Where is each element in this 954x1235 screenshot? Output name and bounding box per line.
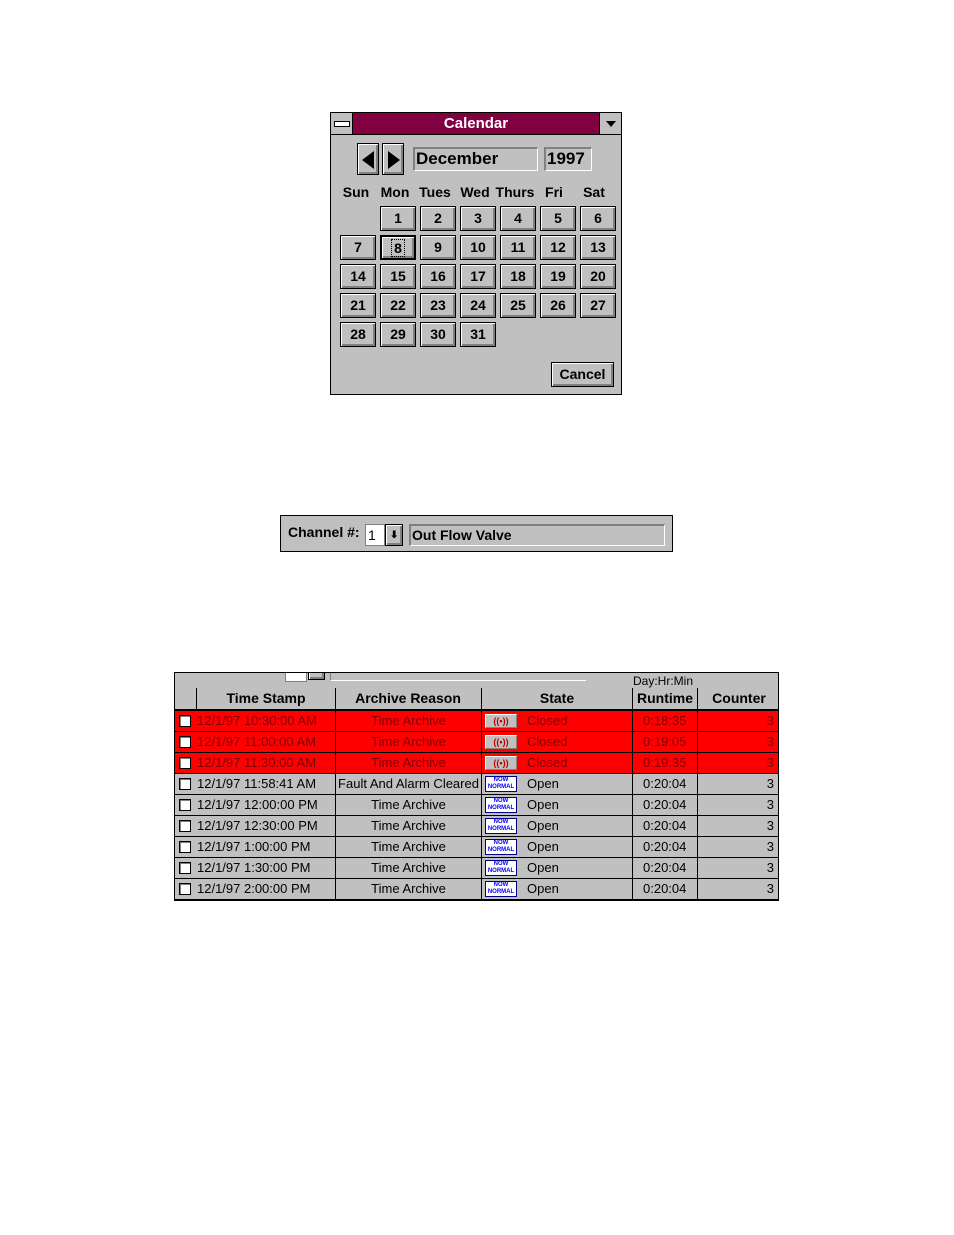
day-label: 11 [510,239,526,255]
table-row[interactable] [175,879,778,900]
row-checkbox[interactable] [179,799,191,811]
day-button-17[interactable] [460,264,496,289]
day-button-28[interactable] [340,322,376,347]
day-button-21[interactable] [340,293,376,318]
state-cell: Open [527,797,559,812]
day-label: 1 [394,210,402,226]
day-button-29[interactable] [380,322,416,347]
archive-reason-cell: Time Archive [371,713,446,728]
table-row[interactable] [175,816,778,837]
row-checkbox[interactable] [179,841,191,853]
time-stamp-cell: 12/1/97 12:30:00 PM [197,818,318,833]
cancel-button[interactable]: Cancel [551,362,614,387]
year-field[interactable]: 1997 [544,147,592,171]
day-label: 29 [390,326,406,342]
day-label: 16 [430,268,446,284]
table-row[interactable] [175,753,778,774]
next-month-button[interactable] [382,143,404,175]
day-button-30[interactable] [420,322,456,347]
day-label: 9 [434,239,442,255]
time-stamp-cell: 12/1/97 11:30:00 AM [197,755,317,770]
day-label: 8 [394,240,402,256]
day-label: 7 [354,239,362,255]
runtime-cell: 0:20:04 [643,776,687,791]
archive-reason-cell: Time Archive [371,755,446,770]
now-normal-icon: NOW NORMAL [485,776,517,792]
row-checkbox[interactable] [179,736,191,748]
runtime-cell: 0:19:05 [643,734,687,749]
day-button-4[interactable] [500,206,536,231]
counter-cell: 3 [766,755,774,770]
right-arrow-icon [388,151,400,169]
counter-cell: 3 [766,713,774,728]
day-label: 15 [390,268,406,284]
time-stamp-cell: 12/1/97 10:30:00 AM [197,713,317,728]
day-label: 17 [470,268,486,284]
runtime-unit-label: Day:Hr:Min [633,674,694,688]
day-label: 24 [470,297,486,313]
counter-cell: 3 [766,860,774,875]
state-cell: Open [527,881,559,896]
state-cell: Closed [527,755,568,770]
column-header-runtime[interactable]: Runtime [637,690,693,706]
row-checkbox[interactable] [179,883,191,895]
weekday-header: Mon [380,184,410,200]
row-checkbox[interactable] [179,715,191,727]
day-label: 12 [550,239,566,255]
month-field[interactable]: December [413,147,538,171]
day-label: 31 [470,326,486,342]
state-cell: Open [527,818,559,833]
time-stamp-cell: 12/1/97 1:30:00 PM [197,860,311,875]
table-row[interactable] [175,732,778,753]
counter-cell: 3 [766,839,774,854]
channel-dropdown-button[interactable] [385,524,403,546]
counter-cell: 3 [766,881,774,896]
weekday-header: Thurs [495,184,535,200]
day-button-6[interactable] [580,206,616,231]
counter-cell: 3 [766,734,774,749]
table-row[interactable] [175,795,778,816]
channel-label: Channel #: [288,524,360,540]
state-cell: Closed [527,713,568,728]
day-button-24[interactable] [460,293,496,318]
prev-month-button[interactable] [357,143,379,175]
archive-reason-cell: Time Archive [371,734,446,749]
weekday-header: Sat [583,184,605,200]
day-button-2[interactable] [420,206,456,231]
row-checkbox[interactable] [179,862,191,874]
day-label: 25 [510,297,526,313]
alarm-bell-icon: ((•)) [485,756,517,770]
day-button-19[interactable] [540,264,576,289]
archive-reason-cell: Time Archive [371,839,446,854]
day-label: 4 [514,210,522,226]
now-normal-icon: NOW NORMAL [485,860,517,876]
time-stamp-cell: 12/1/97 11:00:00 AM [197,734,317,749]
minimize-arrow-icon[interactable] [599,113,621,134]
day-button-22[interactable] [380,293,416,318]
day-label: 21 [350,297,366,313]
archive-reason-cell: Time Archive [371,881,446,896]
day-button-5[interactable] [540,206,576,231]
now-normal-icon: NOW NORMAL [485,839,517,855]
state-cell: Open [527,860,559,875]
state-cell: Closed [527,734,568,749]
day-label: 14 [350,268,366,284]
state-cell: Open [527,839,559,854]
day-button-9[interactable] [420,235,456,260]
row-checkbox[interactable] [179,820,191,832]
day-label: 22 [390,297,406,313]
day-button-23[interactable] [420,293,456,318]
runtime-cell: 0:20:04 [643,818,687,833]
day-button-10[interactable] [460,235,496,260]
day-label: 19 [550,268,566,284]
day-button-18[interactable] [500,264,536,289]
channel-number-field[interactable]: 1 [365,524,385,546]
day-button-20[interactable] [580,264,616,289]
system-menu-icon[interactable] [331,113,353,134]
alarm-bell-icon: ((•)) [485,714,517,728]
day-button-11[interactable] [500,235,536,260]
column-header-state[interactable]: State [539,690,575,706]
column-header-time-stamp[interactable]: Time Stamp [226,690,306,706]
runtime-cell: 0:18:35 [643,713,687,728]
runtime-cell: 0:20:04 [643,881,687,896]
day-label: 28 [350,326,366,342]
time-stamp-cell: 12/1/97 1:00:00 PM [197,839,311,854]
day-label: 13 [590,239,606,255]
day-button-8[interactable] [380,235,416,260]
table-row[interactable] [175,858,778,879]
table-row[interactable] [175,711,778,732]
column-header-counter[interactable]: Counter [712,690,766,706]
day-label: 10 [470,239,486,255]
day-label: 3 [474,210,482,226]
alarm-bell-icon: ((•)) [485,735,517,749]
counter-cell: 3 [766,818,774,833]
channel-name-field: Out Flow Valve [409,524,665,546]
archive-table [174,672,779,901]
channel-selector [280,515,673,552]
calendar-window [330,112,622,395]
time-stamp-cell: 12/1/97 11:58:41 AM [197,776,317,791]
day-label: 30 [430,326,446,342]
calendar-title: Calendar [443,115,509,132]
day-button-16[interactable] [420,264,456,289]
column-header-archive-reason[interactable]: Archive Reason [355,690,461,706]
day-button-26[interactable] [540,293,576,318]
calendar-title-bar[interactable] [331,113,621,135]
runtime-cell: 0:20:04 [643,860,687,875]
table-row[interactable] [175,774,778,795]
day-button-27[interactable] [580,293,616,318]
row-checkbox[interactable] [179,757,191,769]
archive-reason-cell: Fault And Alarm Cleared [338,776,479,791]
time-stamp-cell: 12/1/97 12:00:00 PM [197,797,318,812]
day-button-14[interactable] [340,264,376,289]
day-button-12[interactable] [540,235,576,260]
day-label: 26 [550,297,566,313]
archive-reason-cell: Time Archive [371,818,446,833]
day-label: 18 [510,268,526,284]
now-normal-icon: NOW NORMAL [485,797,517,813]
archive-reason-cell: Time Archive [371,860,446,875]
archive-reason-cell: Time Archive [371,797,446,812]
weekday-header: Fri [545,184,563,200]
runtime-cell: 0:20:04 [643,839,687,854]
counter-cell: 3 [766,797,774,812]
day-button-25[interactable] [500,293,536,318]
counter-cell: 3 [766,776,774,791]
day-label: 23 [430,297,446,313]
day-button-31[interactable] [460,322,496,347]
weekday-header: Sun [342,184,370,200]
down-arrow-icon: ⬇ [390,530,399,541]
runtime-cell: 0:20:04 [643,797,687,812]
day-label: 20 [590,268,606,284]
table-row[interactable] [175,837,778,858]
day-button-1[interactable] [380,206,416,231]
day-label: 5 [554,210,562,226]
time-stamp-cell: 12/1/97 2:00:00 PM [197,881,311,896]
state-cell: Open [527,776,559,791]
day-button-7[interactable] [340,235,376,260]
left-arrow-icon [362,151,374,169]
day-label: 6 [594,210,602,226]
clipped-channel-bar [205,672,585,681]
day-label: 2 [434,210,442,226]
row-checkbox[interactable] [179,778,191,790]
weekday-header: Wed [460,184,490,200]
day-button-13[interactable] [580,235,616,260]
now-normal-icon: NOW NORMAL [485,881,517,897]
now-normal-icon: NOW NORMAL [485,818,517,834]
day-label: 27 [590,297,606,313]
weekday-header: Tues [419,184,451,200]
day-button-3[interactable] [460,206,496,231]
day-button-15[interactable] [380,264,416,289]
runtime-cell: 0:19:35 [643,755,687,770]
